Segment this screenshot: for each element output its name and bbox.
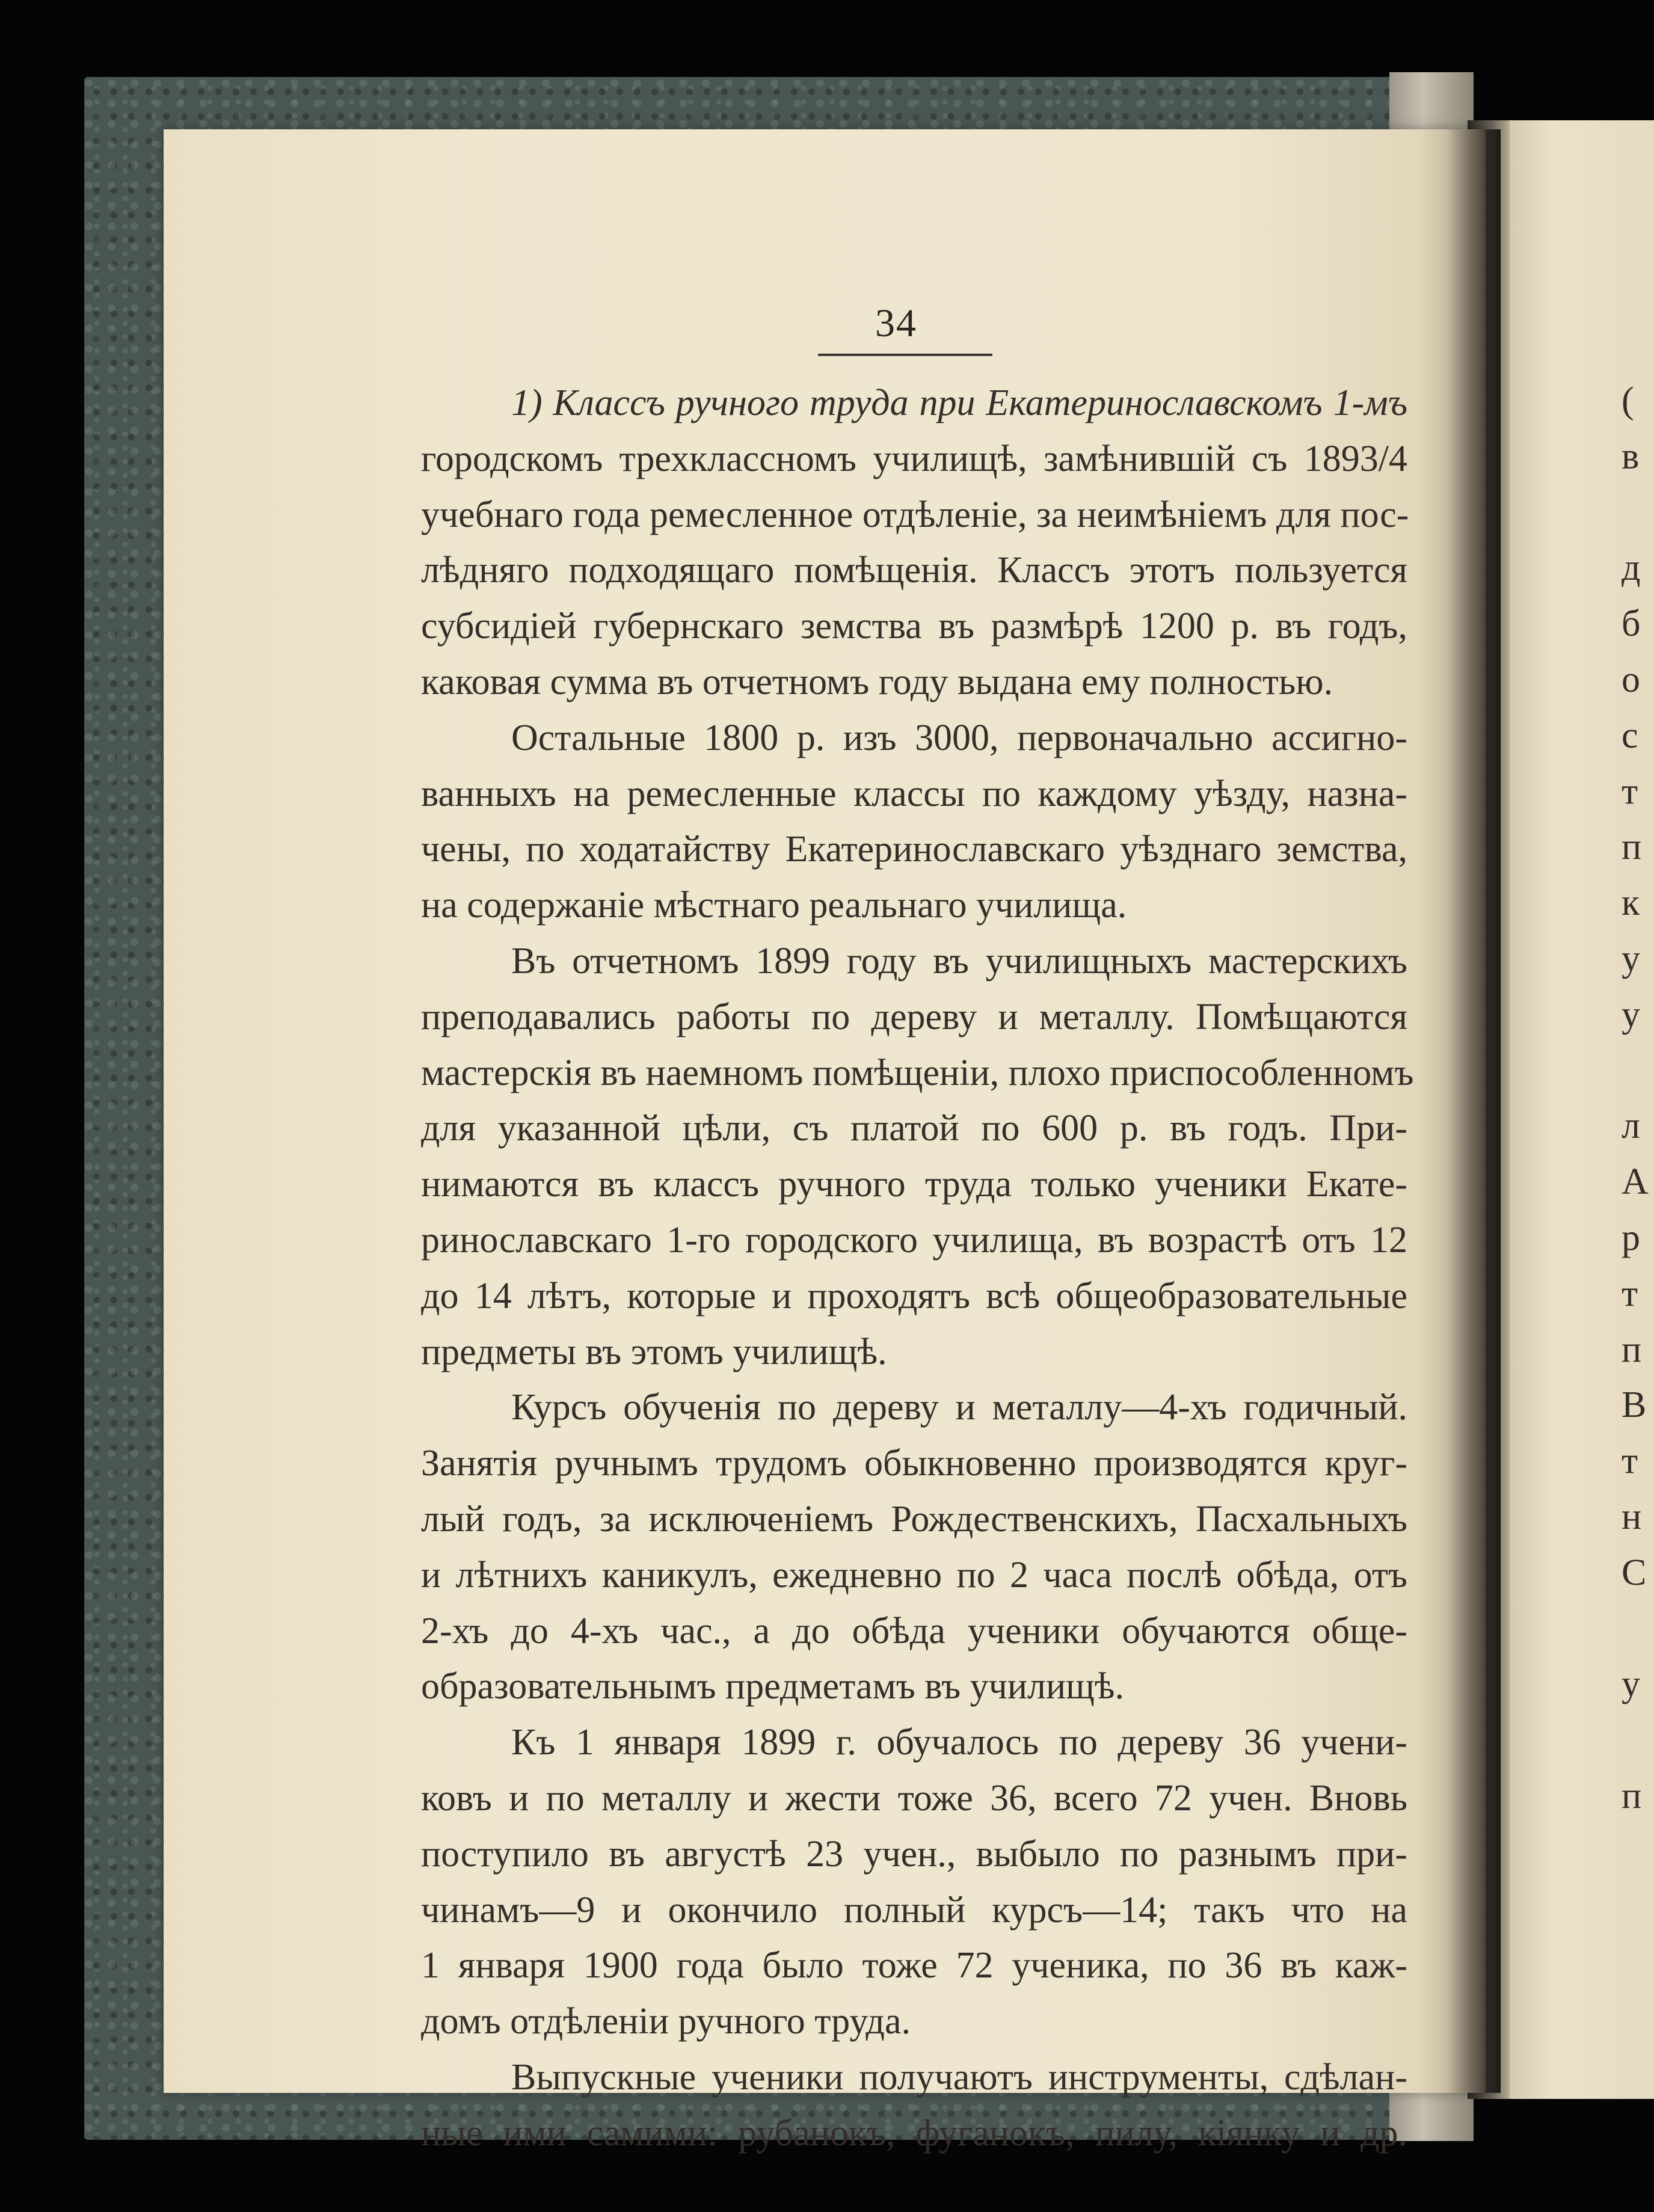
page-gutter-shadow <box>1446 129 1501 2093</box>
facing-page-fragment: к <box>1622 882 1640 924</box>
facing-page-fragment: д <box>1622 547 1641 589</box>
text-line: преподавались работы по дереву и металлу. Помѣщаются <box>421 996 1407 1037</box>
facing-page-fragment: у <box>1622 994 1640 1035</box>
facing-page-fragment: В <box>1622 1384 1647 1426</box>
facing-page-fragment: у <box>1622 938 1640 979</box>
text-line: домъ отдѣленіи ручного труда. <box>421 2001 911 2042</box>
facing-page-fragment: п <box>1622 1329 1642 1370</box>
text-line: и лѣтнихъ каникулъ, ежедневно по 2 часа послѣ обѣда, отъ <box>421 1554 1407 1596</box>
text-line: чены, по ходатайству Екатеринославскаго уѣзднаго земства, <box>421 829 1407 870</box>
text-line: до 14 лѣтъ, которые и проходятъ всѣ общеобразовательные <box>421 1275 1407 1316</box>
facing-page-fragment <box>1622 1601 1646 1657</box>
text-line: ковъ и по металлу и жести тоже 36, всего 72 учен. Вновь <box>421 1777 1407 1819</box>
text-line: Занятія ручнымъ трудомъ обыкновенно производятся круг- <box>421 1443 1407 1484</box>
facing-page-fragment: л <box>1622 1105 1640 1147</box>
text-line: поступило въ августѣ 23 учен., выбыло по разнымъ при- <box>421 1833 1407 1875</box>
text-line: ные ими самими: рубанокъ, фуганокъ, пилу, кіянку и др. <box>421 2112 1407 2154</box>
facing-page-fragment: у <box>1622 1664 1640 1705</box>
text-line: мастерскія въ наемномъ помѣщеніи, плохо приспособленномъ <box>421 1052 1414 1093</box>
facing-page-fragment: в <box>1622 435 1640 477</box>
text-line: на содержаніе мѣстнаго реальнаго училища. <box>421 885 1127 926</box>
facing-page-fragment <box>1622 1043 1646 1099</box>
text-line: Къ 1 января 1899 г. обучалось по дереву 36 учени- <box>511 1722 1407 1763</box>
text-line: предметы въ этомъ училищѣ. <box>421 1331 887 1372</box>
text-line: для указанной цѣли, съ платой по 600 р. въ годъ. При- <box>421 1108 1407 1149</box>
text-line: каковая сумма въ отчетномъ году выдана ему полностью. <box>421 661 1333 702</box>
facing-page-fragment: п <box>1622 826 1642 868</box>
text-line: лый годъ, за исключеніемъ Рождественскихъ, Пасхальныхъ <box>421 1498 1407 1540</box>
facing-page-fragment: п <box>1622 1775 1642 1816</box>
text-line: нимаются въ классъ ручного труда только ученики Екате- <box>421 1164 1407 1205</box>
facing-page-fragment: С <box>1622 1552 1647 1593</box>
facing-page-fragment <box>1622 485 1646 541</box>
facing-page-fragment: б <box>1622 603 1641 645</box>
facing-page-fragment: н <box>1622 1496 1642 1537</box>
text-line: Въ отчетномъ 1899 году въ училищныхъ мастерскихъ <box>511 940 1407 982</box>
facing-page-fragment: о <box>1622 659 1640 700</box>
facing-page-fragment: А <box>1622 1161 1649 1203</box>
facing-page-fragment: т <box>1622 1273 1638 1314</box>
text-line: чинамъ—9 и окончило полный курсъ—14; такъ что на <box>421 1889 1407 1931</box>
page-number: 34 <box>875 301 917 345</box>
body-text <box>421 375 1414 2161</box>
facing-page-fragment <box>1622 1712 1646 1768</box>
text-line: 1 января 1900 года было тоже 72 ученика, по 36 въ каж- <box>421 1945 1407 1986</box>
text-line: Курсъ обученія по дереву и металлу—4-хъ годичный. <box>511 1387 1407 1428</box>
facing-page-fragment: с <box>1622 714 1638 756</box>
text-line: городскомъ трехклассномъ училищѣ, замѣнившій съ 1893/4 <box>421 438 1407 479</box>
text-line: субсидіей губернскаго земства въ размѣрѣ 1200 р. въ годъ, <box>421 606 1407 647</box>
text-line: 2-хъ до 4-хъ час., а до обѣда ученики обучаются обще- <box>421 1610 1407 1651</box>
text-line: Остальные 1800 р. изъ 3000, первоначально ассигно- <box>511 717 1407 758</box>
facing-page-text-fragments <box>1622 373 1649 1824</box>
text-line: 1) Классъ ручного труда при Екатеринославскомъ 1-мъ <box>511 382 1407 423</box>
facing-page-fragment: т <box>1622 1440 1638 1482</box>
page-number-rule <box>818 354 992 356</box>
text-line: лѣдняго подходящаго помѣщенія. Классъ этотъ пользуется <box>421 550 1407 591</box>
text-line: учебнаго года ремесленное отдѣленіе, за неимѣніемъ для пос- <box>421 494 1409 535</box>
facing-page-fragment: р <box>1622 1217 1640 1258</box>
text-line: ринославскаго 1-го городского училища, въ возрастѣ отъ 12 <box>421 1219 1407 1261</box>
facing-page-fragment: т <box>1622 770 1638 812</box>
text-line: образовательнымъ предметамъ въ училищѣ. <box>421 1666 1125 1707</box>
facing-page-fragment: ( <box>1622 380 1634 421</box>
text-line: ванныхъ на ремесленные классы по каждому уѣзду, назна- <box>421 773 1407 814</box>
text-line: Выпускные ученики получаютъ инструменты, сдѣлан- <box>511 2056 1407 2098</box>
